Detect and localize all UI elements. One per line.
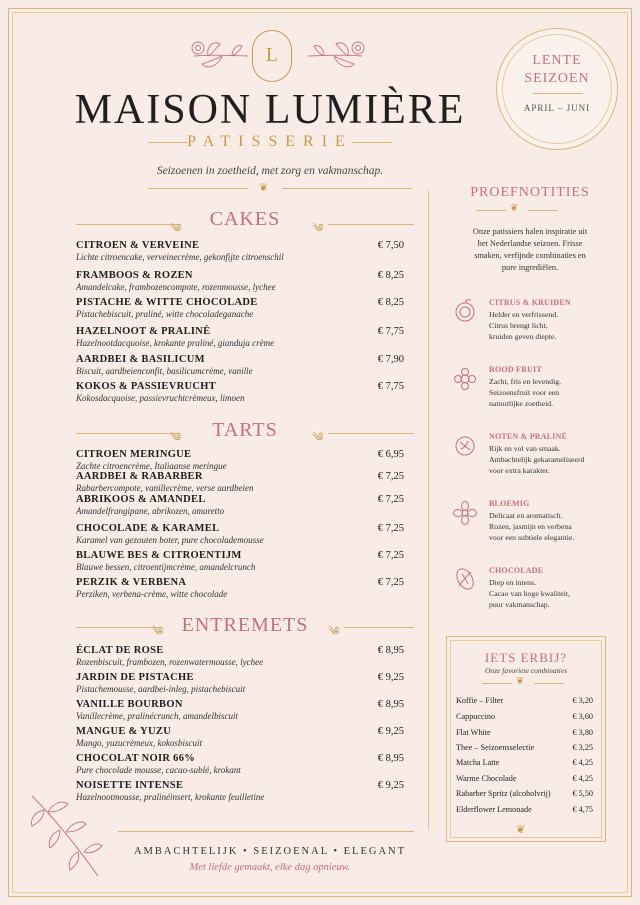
item-name: FRAMBOOS & ROZEN [76,270,193,281]
sidebar-rule-left [476,210,506,211]
extras-price: € 4,25 [572,758,593,767]
extras-name: Rabarber Spritz (alcoholvrij) [456,789,551,798]
tarts-rule-right [328,433,414,434]
note-line: Cacao van hoge kwaliteit, [489,589,570,598]
item-price: € 8,95 [377,753,404,764]
extras-rule-left [482,683,512,684]
note-line: voor een subtiele elegantie. [489,533,575,542]
item-name: CHOCOLAT NOIR 66% [76,753,196,764]
menu-item [76,645,406,667]
note-desc [489,577,619,610]
extras-name: Elderflower Lemonade [456,805,532,814]
item-desc: Rabarbercompote, vanillecrème, verse aardbeien [76,483,254,493]
note-line: natuurlijke zoetheid. [489,399,554,408]
note-title: BLOEMIG [489,499,530,508]
item-desc: Biscuit, aardbeienconfit, basilicumcrème, vanille [76,366,253,376]
item-desc: Hazelnootmousse, pralinéinsert, krokante feuilletine [76,792,265,802]
extras-title: IETS ERBIJ? [484,650,568,665]
flower-icon [452,500,478,526]
intro-line: smaken, verfijnde combinaties en [474,251,586,260]
badge-dates: APRIL – JUNI [523,103,591,113]
menu-item [76,494,406,516]
note-line: voor extra karakter. [489,466,550,475]
section-title-entremets: ENTREMETS [181,614,309,636]
item-desc: Karamel van gezouten boter, pure chocolademousse [76,535,264,545]
menu-item [76,550,406,572]
note-line: Helder en verfrissend. [489,310,559,319]
extras-name: Matcha Latte [456,758,500,767]
item-name: PERZIK & VERBENA [76,577,187,588]
footer-rule [118,831,414,832]
berry-icon [452,366,478,392]
item-price: € 9,25 [377,672,404,683]
sidebar-intro [440,226,620,274]
sidebar-title: PROEFNOTITIES [470,185,590,200]
note-desc [489,443,619,476]
badge-line-2: SEIZOEN [524,71,590,86]
extras-price: € 3,60 [572,712,593,721]
badge-ring [502,34,612,144]
menu-item [76,270,406,292]
item-price: € 9,25 [377,726,404,737]
menu-item [76,672,406,694]
extras-rule-right [534,683,564,684]
menu-item [76,753,406,775]
item-price: € 7,25 [377,471,404,482]
item-name: JARDIN DE PISTACHE [76,672,194,683]
item-name: BLAUWE BES & CITROENTIJM [76,550,242,561]
item-name: ÉCLAT DE ROSE [76,645,164,656]
extras-bottom-ornament-icon: ❦ [516,824,526,836]
extras-name: Flat White [456,728,491,737]
menu-item [76,354,406,376]
item-price: € 7,90 [377,354,404,365]
divider-right [282,188,412,189]
menu-item [76,780,406,802]
column-divider [428,190,429,830]
extras-row [456,696,593,705]
footer-values: AMBACHTELIJK • SEIZOENAL • ELEGANT [133,846,407,857]
extras-price: € 3,20 [572,696,593,705]
note-line: Citrus brengt licht, [489,321,548,330]
item-desc: Blauwe bessen, citroentijmcrème, amandelcrunch [76,562,256,572]
menu-item [76,726,406,748]
extras-row [456,758,593,767]
item-price: € 8,95 [377,645,404,656]
note-title: CHOCOLADE [489,566,544,575]
item-desc: Perziken, verbena-crème, witte chocolade [76,589,228,599]
item-price: € 7,50 [377,240,404,251]
extras-row [456,789,593,798]
extras-price: € 5,50 [572,789,593,798]
item-name: AARDBEI & BASILICUM [76,354,205,365]
item-price: € 8,25 [377,270,404,281]
item-name: MANGUE & YUZU [76,726,172,737]
menu-item [76,381,406,403]
entremets-ornament-right-icon: ༄ [328,624,340,638]
item-desc: Pistachemousse, aardbei-inleg, pistachebiscuit [76,684,246,694]
item-name: CHOCOLADE & KARAMEL [76,523,220,534]
cacao-icon [452,566,478,592]
cakes-rule-right [328,224,414,225]
item-desc: Amandelfrangipane, abrikozen, amaretto [76,506,225,516]
extras-price: € 3,80 [572,728,593,737]
season-badge [496,28,618,150]
note-desc [489,309,619,342]
badge-rule [533,93,583,94]
item-name: HAZELNOOT & PRALINÉ [76,326,211,337]
nut-icon [452,433,478,459]
sidebar-ornament-icon: ❦ [510,203,519,214]
item-price: € 8,25 [377,297,404,308]
item-price: € 8,95 [377,699,404,710]
note-line: Rijk en vol van smaak. [489,444,561,453]
item-desc: Kokosdacquoise, passievruchtcrèmeux, limoen [76,393,245,403]
item-desc: Vanillecrème, pralinécrunch, amandelbiscuit [76,711,238,721]
extras-row [456,774,593,783]
item-desc: Pure chocolade mousse, cacao-sablé, krokant [76,765,241,775]
item-desc: Zachte citroencrème, Italiaanse meringue [76,461,227,471]
extras-name: Cappuccino [456,712,496,721]
extras-name: Thee – Seizoensselectie [456,743,535,752]
item-price: € 7,25 [377,550,404,561]
item-price: € 7,25 [377,494,404,505]
note-line: Seizoensfruit voor een [489,388,560,397]
cakes-ornament-left-icon: ༄ [170,221,182,235]
entremets-rule-right [344,627,414,628]
menu-item [76,449,406,471]
note-line: Ambachtelijk gekarameliseerd [489,455,585,464]
menu-item [76,240,406,262]
entremets-ornament-left-icon: ༄ [152,624,164,638]
menu-item [76,326,406,348]
note-line: Diep en intens. [489,578,536,587]
extras-price: € 4,25 [572,774,593,783]
extras-price: € 3,25 [572,743,593,752]
extras-row [456,805,593,814]
note-title: NOTEN & PRALINÉ [489,432,568,441]
item-price: € 9,25 [377,780,404,791]
note-line: kruiden geven diepte. [489,332,557,341]
extras-row [456,728,593,737]
intro-line: pure ingrediëlen. [501,263,559,272]
item-name: PISTACHE & WITTE CHOCOLADE [76,297,258,308]
item-desc: Mango, yuzucrèmeux, kokosbiscuit [76,738,202,748]
item-desc: Hazelnootdacquoise, krokante praliné, gianduja crème [76,338,275,348]
item-name: NOISETTE INTENSE [76,780,184,791]
ornament-icon: ❦ [259,182,269,194]
extras-subtitle: Onze favoriete combinaties [484,666,568,675]
note-line: Zacht, fris en levendig. [489,377,562,386]
tarts-ornament-left-icon: ༄ [170,430,182,444]
intro-line: Onze patissiers halen inspiratie uit [472,227,588,236]
item-price: € 7,25 [377,523,404,534]
extras-ornament-icon: ❦ [516,676,525,687]
section-title-cakes: CAKES [209,208,281,230]
menu-item [76,471,406,493]
note-line: Delicaat en aromatisch. [489,511,563,520]
item-price: € 7,75 [377,381,404,392]
item-desc: Pistachebiscuit, praliné, witte chocoladeganache [76,309,254,319]
note-title: ROOD FRUIT [489,365,542,374]
extras-price: € 4,75 [572,805,593,814]
item-desc: Lichte citroencake, verveinecrème, gekonfijte citroenschil [76,252,284,262]
divider-left [148,188,248,189]
page-title: MAISON LUMIÈRE [74,87,466,133]
section-title-tarts: TARTS [212,419,278,441]
floral-right-icon [306,34,368,78]
extras-name: Warme Chocolade [456,774,517,783]
citrus-icon [452,298,478,324]
note-desc [489,376,619,409]
intro-line: het Nederlandse seizoen. Frisse [477,239,583,248]
item-price: € 7,25 [377,577,404,588]
item-name: CITROEN MERINGUE [76,449,192,460]
tarts-ornament-right-icon: ༄ [312,430,324,444]
monogram-logo: L [252,30,292,82]
item-desc: Rozenbiscuit, frambozen, rozenwatermousse, lychee [76,657,264,667]
page-subtitle: PATISSERIE [187,133,353,150]
menu-item [76,699,406,721]
extras-row [456,743,593,752]
note-nuts [489,432,619,476]
note-line: Rozen, jasmijn en verbena [489,522,572,531]
badge-line-1: LENTE [532,53,582,68]
sidebar-rule-right [528,210,558,211]
note-floral [489,499,619,543]
item-price: € 7,75 [377,326,404,337]
item-name: AARDBEI & RABARBER [76,471,203,482]
note-red-fruit [489,365,619,409]
item-name: ABRIKOOS & AMANDEL [76,494,206,505]
tagline: Seizoenen in zoetheid, met zorg en vakmanschap. [156,165,384,177]
item-desc: Amandelcake, frambozencompote, rozenmousse, lychee [76,282,276,292]
footer-tagline: Met liefde gemaakt, elke dag opnieuw. [189,862,351,873]
item-price: € 6,95 [377,449,404,460]
floral-left-icon [188,34,250,78]
menu-item [76,297,406,319]
extras-name: Koffie – Filter [456,696,504,705]
item-name: CITROEN & VERVEINE [76,240,200,251]
note-line: puur vakmanschap. [489,600,550,609]
note-chocolate [489,566,619,610]
note-title: CITRUS & KRUIDEN [489,298,571,307]
cakes-ornament-right-icon: ༄ [312,221,324,235]
extras-row [456,712,593,721]
note-desc [489,510,619,543]
note-citrus [489,298,619,342]
item-name: KOKOS & PASSIEVRUCHT [76,381,216,392]
menu-item [76,577,406,599]
menu-item [76,523,406,545]
item-name: VANILLE BOURBON [76,699,183,710]
